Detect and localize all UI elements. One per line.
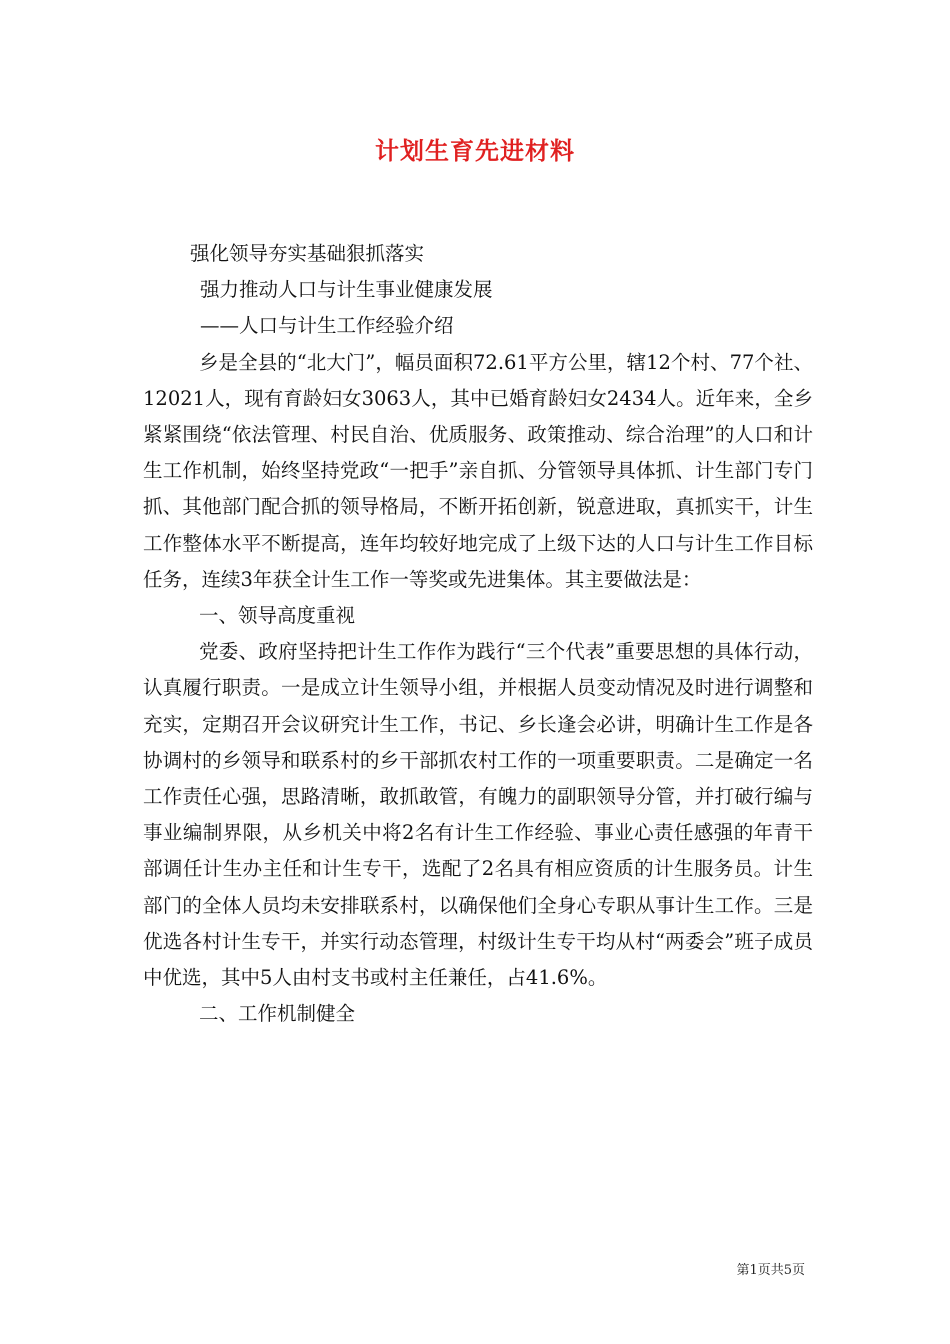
document-body — [143, 236, 813, 1032]
paragraph-intro: 乡是全县的“北大门”，幅员面积72.61平方公里，辖12个村、77个社、12021人，现有育龄妇女3063人，其中已婚育龄妇女2434人。近年来，全乡紧紧围绕“依法管理、村民自治、优质服务、政策推动、综合治理”的人口和计生工作机制，始终坚持党政“一把手”亲自抓、分管领导具体抓、计生部门专门抓、其他部门配合抓的领导格局，不断开拓创新，锐意进取，真抓实干，计生工作整体水平不断提高，连年均较好地完成了上级下达的人口与计生工作目标任务，连续3年获全计生工作一等奖或先进集体。其主要做法是： — [143, 350, 813, 591]
section-heading-2: 二、工作机制健全 — [199, 1002, 356, 1026]
section-heading-1: 一、领导高度重视 — [199, 604, 356, 628]
paragraph-leadership: 党委、政府坚持把计生工作作为践行“三个代表”重要思想的具体行动，认真履行职责。一是成立计生领导小组，并根据人员变动情况及时进行调整和充实，定期召开会议研究计生工作，书记、乡长逢会必讲，明确计生工作是各协调村的乡领导和联系村的乡干部抓农村工作的一项重要职责。二是确定一名工作责任心强，思路清晰，敢抓敢管，有魄力的副职领导分管，并打破行编与事业编制界限，从乡机关中将2名有计生工作经验、事业心责任感强的年青干部调任计生办主任和计生专干，选配了2名具有相应资质的计生服务员。计生部门的全体人员均未安排联系村，以确保他们全身心专职从事计生工作。三是优选各村计生专干，并实行动态管理，村级计生专干均从村“两委会”班子成员中优选，其中5人由村支书或村主任兼任，占41.6%。 — [143, 640, 813, 990]
page-number: 第1页共5页 — [736, 1263, 805, 1278]
document-title: 计划生育先进材料 — [375, 136, 575, 165]
subtitle-line-1: 强化领导夯实基础狠抓落实 — [190, 242, 425, 265]
subtitle-line-2: 强力推动人口与计生事业健康发展 — [200, 278, 493, 302]
subtitle-line-3: ——人口与计生工作经验介绍 — [200, 314, 454, 338]
